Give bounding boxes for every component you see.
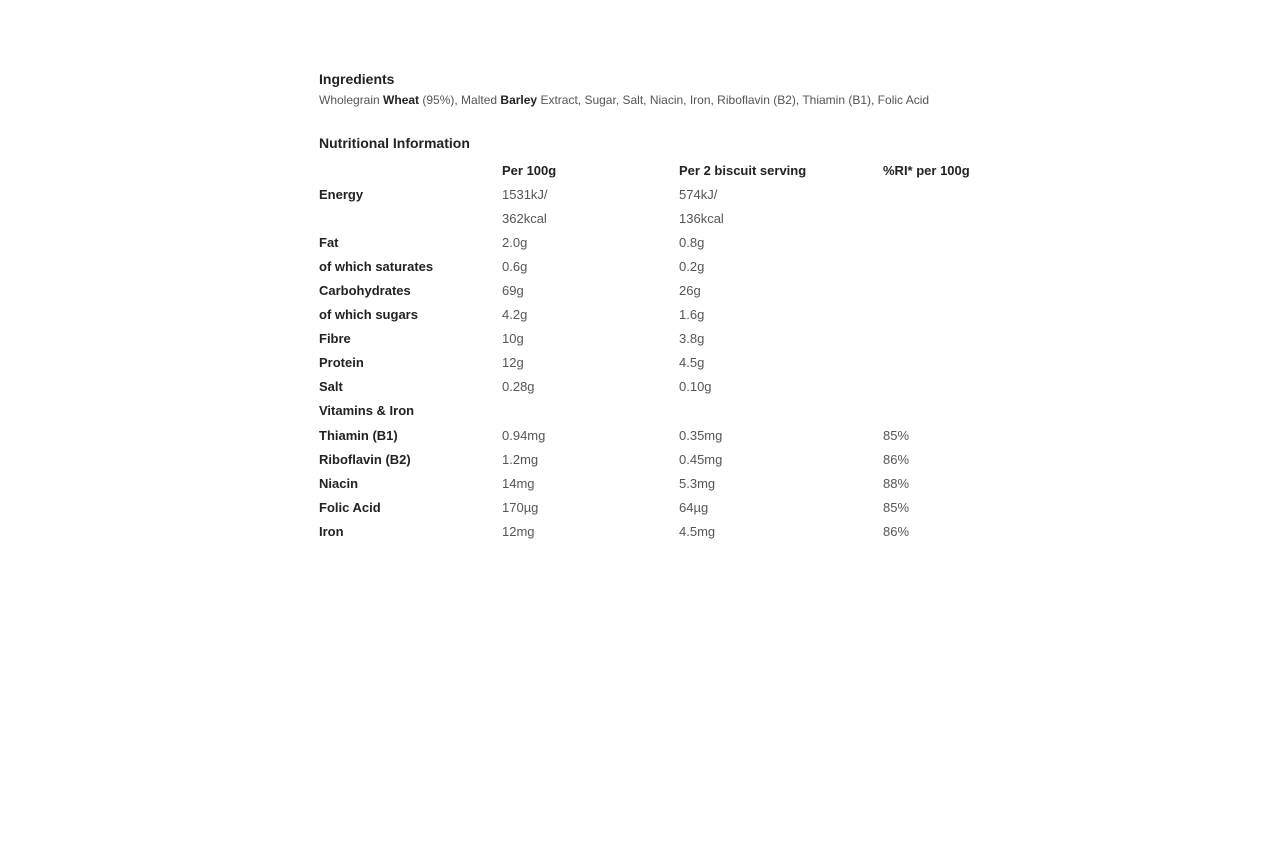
nutrient-label: Salt [319,379,343,395]
ingredients-text [319,92,1019,108]
nutrient-label: of which saturates [319,258,434,274]
table-row [319,495,1003,519]
per-100g-value: 4.2g [502,307,528,323]
nutrition-heading: Nutritional Information [319,135,470,151]
nutrient-label: Iron [319,523,344,539]
table-row [319,375,1003,399]
per-serving-value: 574kJ/ [679,186,718,202]
per-serving-value [679,399,883,423]
per-serving-value: 1.6g [679,307,705,323]
per-100g-value: 69g [502,283,524,299]
ingredient-highlight: Barley [500,93,538,107]
per-100g-value: 1.2mg [502,451,539,467]
ri-value [883,278,1003,302]
nutrient-label: Carbohydrates [319,283,411,299]
column-header-per-100g: Per 100g [502,162,557,178]
per-100g-value [502,399,679,423]
nutrient-label: Vitamins & Iron [319,403,415,419]
ri-value [883,254,1003,278]
per-serving-value: 4.5g [679,355,705,371]
per-serving-value: 0.45mg [679,451,723,467]
ingredient-text-part: Extract, Sugar, Salt, Niacin, Iron, Riboflavin (B2), Thiamin (B1), Folic Acid [537,93,930,107]
table-row [319,351,1003,375]
per-100g-value: 10g [502,331,524,347]
nutrient-label: Fat [319,234,339,250]
table-row [319,519,1003,543]
per-serving-value: 5.3mg [679,475,716,491]
table-row [319,303,1003,327]
per-100g-value: 362kcal [502,210,547,226]
per-100g-value: 14mg [502,475,535,491]
ri-value [883,206,1003,230]
nutrient-label: Energy [319,186,364,202]
table-row [319,327,1003,351]
nutrient-label: Folic Acid [319,499,381,515]
per-serving-value: 64µg [679,499,709,515]
per-100g-value: 0.6g [502,258,528,274]
table-row [319,399,1003,423]
table-row [319,471,1003,495]
table-row [319,254,1003,278]
ingredient-text-part: (95%), Malted [419,93,501,107]
nutrient-label: Thiamin (B1) [319,427,398,443]
per-100g-value: 12mg [502,523,535,539]
table-row [319,447,1003,471]
per-100g-value: 0.28g [502,379,535,395]
nutrient-label: Riboflavin (B2) [319,451,411,467]
ri-value: 86% [883,523,910,539]
ri-value [883,375,1003,399]
per-100g-value: 2.0g [502,234,528,250]
per-100g-value: 0.94mg [502,427,546,443]
nutrient-label: Niacin [319,475,359,491]
per-serving-value: 136kcal [679,210,724,226]
nutrient-label: Protein [319,355,364,371]
ri-value: 85% [883,427,910,443]
column-header-per-serving: Per 2 biscuit serving [679,162,807,178]
ri-value: 86% [883,451,910,467]
ri-value [883,303,1003,327]
table-row [319,423,1003,447]
per-serving-value: 3.8g [679,331,705,347]
per-100g-value: 12g [502,355,524,371]
product-info-section [319,70,1019,544]
ri-value [883,399,1003,423]
table-row [319,278,1003,302]
nutrition-table-body [319,182,1003,543]
ri-value [883,351,1003,375]
ri-value [883,230,1003,254]
ri-value [883,327,1003,351]
per-serving-value: 4.5mg [679,523,716,539]
per-serving-value: 26g [679,283,701,299]
table-row [319,206,1003,230]
per-serving-value: 0.8g [679,234,705,250]
ri-value: 85% [883,499,910,515]
per-serving-value: 0.35mg [679,427,723,443]
nutrition-header-row [319,158,1003,182]
ingredients-heading: Ingredients [319,71,395,87]
per-serving-value: 0.2g [679,258,705,274]
per-100g-value: 1531kJ/ [502,186,548,202]
ingredient-text-part: Wholegrain [319,93,384,107]
per-100g-value: 170µg [502,499,539,515]
column-header-nutrient [319,158,502,182]
nutrient-label [319,206,502,230]
ingredient-highlight: Wheat [383,93,420,107]
nutrient-label: Fibre [319,331,351,347]
ri-value [883,182,1003,206]
nutrition-table [319,158,1003,544]
column-header-ri: %RI* per 100g [883,162,970,178]
per-serving-value: 0.10g [679,379,712,395]
ri-value: 88% [883,475,910,491]
nutrient-label: of which sugars [319,307,418,323]
table-row [319,230,1003,254]
table-row [319,182,1003,206]
